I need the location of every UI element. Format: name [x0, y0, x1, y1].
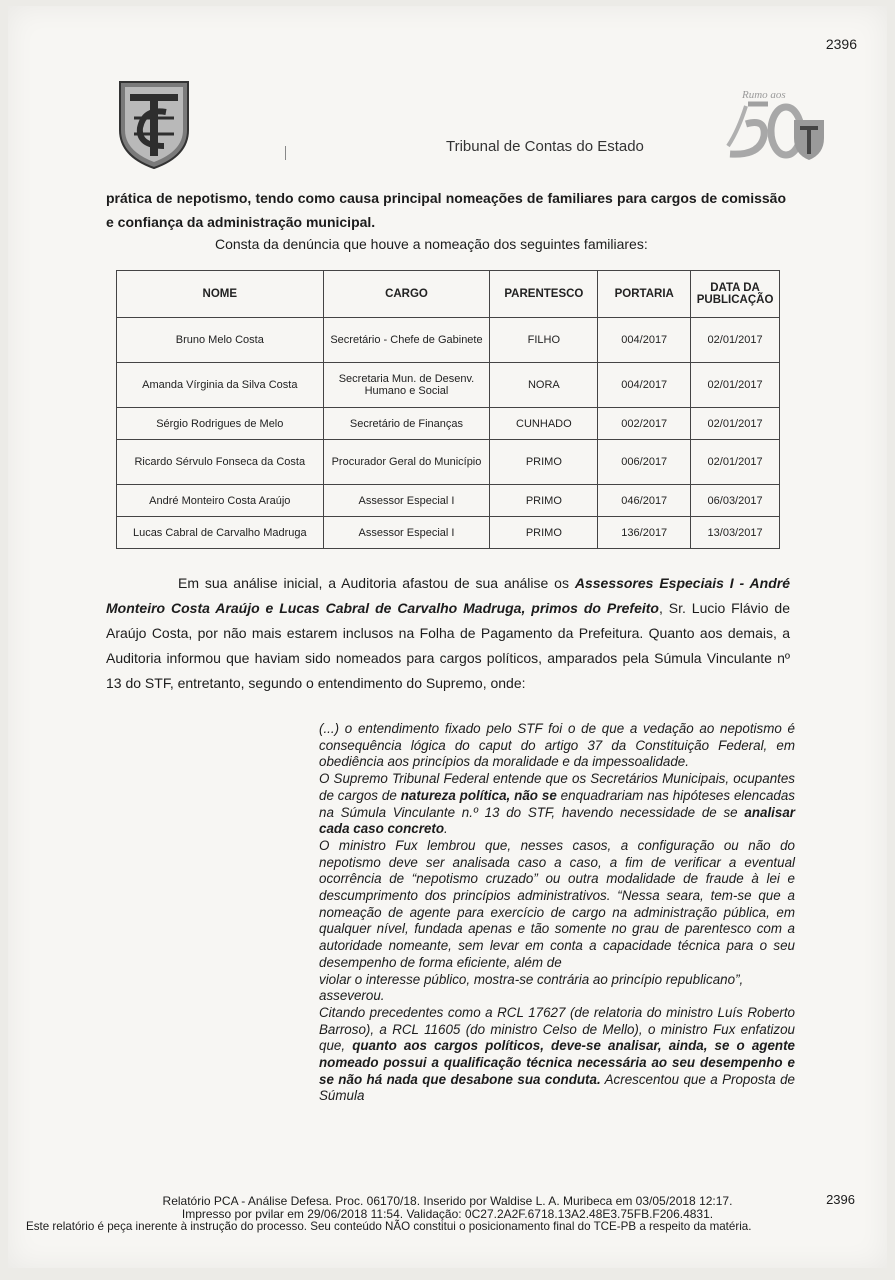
cell-cargo: Secretário de Finanças	[323, 408, 490, 440]
cell-portaria: 046/2017	[598, 485, 691, 517]
cell-nome: Amanda Vírginia da Silva Costa	[117, 363, 324, 408]
cell-portaria: 136/2017	[598, 517, 691, 549]
cell-cargo: Secretário - Chefe de Gabinete	[323, 318, 490, 363]
quote-p2-text-a: O Supremo Tribunal Federal entende que os Secretários Municipais, ocupantes de cargos de	[319, 771, 795, 803]
quote-paragraph-4: violar o interesse público, mostra-se contrária ao princípio republicano”,	[319, 971, 744, 987]
consta-text: Consta da denúncia que houve a nomeação dos seguintes familiares:	[215, 236, 648, 252]
col-header-data-publicacao: DATA DA PUBLICAÇÃO	[691, 271, 780, 318]
col-header-parentesco: PARENTESCO	[490, 271, 598, 318]
quote-p2-bold-b: analisar cada caso concreto	[319, 804, 795, 837]
footer-disclaimer: Este relatório é peça inerente à instrução do processo. Seu conteúdo NÃO constitui o posicionamento final do TCE-PB a respeito da matéria.	[26, 1220, 752, 1233]
fifty-years-logo	[708, 76, 828, 166]
table-row	[117, 440, 780, 485]
table-row	[117, 363, 780, 408]
cell-portaria: 002/2017	[598, 408, 691, 440]
cell-nome: Bruno Melo Costa	[117, 318, 324, 363]
cell-data: 02/01/2017	[691, 363, 780, 408]
cell-data: 06/03/2017	[691, 485, 780, 517]
cell-data: 02/01/2017	[691, 408, 780, 440]
page-number-footer: 2396	[826, 1192, 855, 1207]
cell-cargo: Secretaria Mun. de Desenv. Humano e Social	[323, 363, 490, 408]
cell-parentesco: FILHO	[490, 318, 598, 363]
cell-data: 02/01/2017	[691, 318, 780, 363]
institution-name: Tribunal de Contas do Estado	[446, 138, 644, 155]
cell-portaria: 004/2017	[598, 318, 691, 363]
cell-nome: Sérgio Rodrigues de Melo	[117, 408, 324, 440]
quote-paragraph-5: asseverou.	[319, 988, 385, 1004]
col-header-portaria: PORTARIA	[598, 271, 691, 318]
analysis-paragraph	[106, 571, 790, 696]
intro-bold-text: prática de nepotismo, tendo como causa principal nomeações de familiares para cargos de comissão e confiança da administração municipal.	[106, 190, 786, 230]
cell-nome: Lucas Cabral de Carvalho Madruga	[117, 517, 324, 549]
table-row	[117, 318, 780, 363]
quote-p6-bold: quanto aos cargos políticos, deve-se analisar, ainda, se o agente nomeado possui a qualificação técnica necessária ao seu desempenho e se não há nada que desabone sua conduta.	[319, 1038, 795, 1087]
family-appointments-table	[116, 270, 780, 549]
footer-report-line: Relatório PCA - Análise Defesa. Proc. 06170/18. Inserido por Waldise L. A. Muribeca em 03/05/2018 12:17.	[162, 1194, 733, 1208]
page-number-top: 2396	[825, 36, 857, 52]
cell-parentesco: PRIMO	[490, 440, 598, 485]
cell-parentesco: PRIMO	[490, 517, 598, 549]
quote-p2-bold-a: natureza política, não se	[400, 787, 557, 803]
paragraph-bold-italic: Assessores Especiais I - André Monteiro Costa Araújo e Lucas Cabral de Carvalho Madruga, primos do Prefeito	[106, 575, 790, 616]
cell-cargo: Assessor Especial I	[323, 485, 490, 517]
footer-print-line: Impresso por pvilar em 29/06/2018 11:54. Validação: 0C27.2A2F.6718.13A2.48E3.75FB.F206.4831.	[181, 1207, 714, 1221]
quote-paragraph-2	[319, 771, 795, 838]
cell-parentesco: NORA	[490, 363, 598, 408]
cell-data: 02/01/2017	[691, 440, 780, 485]
quote-p6-text-a: Citando precedentes como a RCL 17627 (de relatoria do ministro Luís Roberto Barroso), a RCL 11605 (do ministro Celso de Mello), o ministro Fux enfatizou que,	[319, 1004, 795, 1054]
col-header-cargo: CARGO	[323, 271, 490, 318]
document-page	[8, 6, 887, 1268]
citation-block	[319, 721, 795, 1105]
cell-cargo: Assessor Especial I	[323, 517, 490, 549]
cell-portaria: 006/2017	[598, 440, 691, 485]
paragraph-text-3: , Sr. Lucio Flávio de Araújo Costa, por não mais estarem inclusos na Folha de Pagamento da Prefeitura. Quanto aos demais, a Auditoria informou que haviam sido nomeados para cargos políticos, amparados pela Súmula Vinculante nº 13 do STF, entretanto, segundo o entendimento do Supremo, onde:	[106, 600, 790, 691]
cell-portaria: 004/2017	[598, 363, 691, 408]
table-row	[117, 517, 780, 549]
cell-data: 13/03/2017	[691, 517, 780, 549]
paragraph-text-1: Em sua análise inicial, a Auditoria afastou de sua análise os	[178, 575, 575, 591]
tce-crest-logo	[116, 78, 192, 170]
table-row	[117, 485, 780, 517]
table-header-row	[117, 271, 780, 318]
logo-motto-text: Rumo aos	[742, 89, 786, 101]
cell-parentesco: CUNHADO	[490, 408, 598, 440]
quote-paragraph-6	[319, 1005, 795, 1105]
header-tick-mark	[285, 146, 286, 160]
quote-p2-text-b: enquadrariam nas hipóteses elencadas na Súmula Vinculante n.º 13 do STF, havendo necessidade de se	[319, 787, 795, 820]
quote-paragraph-3: O ministro Fux lembrou que, nesses casos, a configuração ou não do nepotismo deve ser analisada caso a caso, a fim de verificar a eventual ocorrência de “nepotismo cruzado” ou outra modalidade de fraude à lei e descumprimento dos princípios administrativos. “Nessa seara, tem-se que a nomeação de agente para exercício de cargo na administração pública, em qualquer nível, fundada apenas e tão somente no grau de parentesco com a autoridade nomeante, sem levar em conta a capacidade técnica para o seu desempenho de forma eficiente, além de	[319, 837, 795, 970]
quote-paragraph-1: (...) o entendimento fixado pelo STF foi o de que a vedação ao nepotismo é consequência lógica do caput do artigo 37 da Constituição Federal, em obediência aos princípios da moralidade e da impessoalidade.	[319, 721, 795, 770]
cell-parentesco: PRIMO	[490, 485, 598, 517]
table-row	[117, 408, 780, 440]
cell-cargo: Procurador Geral do Município	[323, 440, 490, 485]
cell-nome: Ricardo Sérvulo Fonseca da Costa	[117, 440, 324, 485]
quote-p2-text-c: .	[444, 821, 448, 837]
cell-nome: André Monteiro Costa Araújo	[117, 485, 324, 517]
col-header-nome: NOME	[117, 271, 324, 318]
quote-p6-text-b: Acrescentou que a Proposta de Súmula	[319, 1071, 795, 1104]
